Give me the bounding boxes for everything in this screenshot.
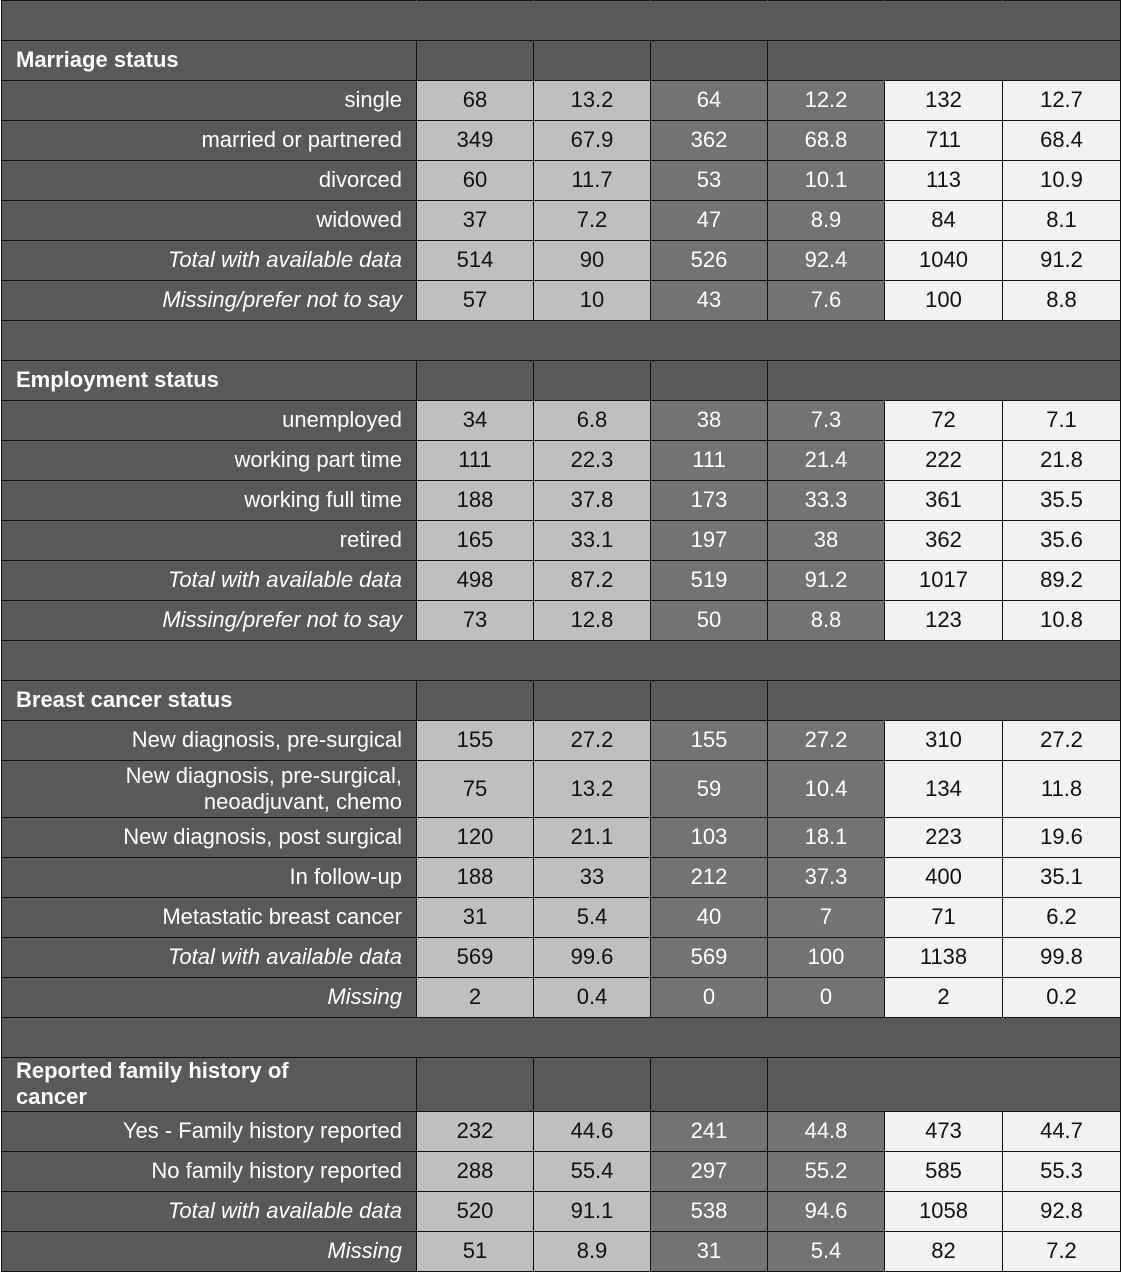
value-cell: 288 — [417, 1151, 534, 1191]
value-cell: 40 — [651, 898, 768, 938]
spacer-cell — [2, 641, 417, 681]
value-cell: 91.2 — [1003, 241, 1121, 281]
row-label: Total with available data — [2, 241, 417, 281]
value-cell: 37 — [417, 201, 534, 241]
value-cell: 519 — [651, 561, 768, 601]
section-header-cell — [768, 41, 885, 81]
spacer-cell — [417, 1, 534, 41]
value-cell: 520 — [417, 1191, 534, 1231]
value-cell: 2 — [417, 978, 534, 1018]
value-cell: 12.7 — [1003, 81, 1121, 121]
value-cell: 7.6 — [768, 281, 885, 321]
section-header-cell — [651, 361, 768, 401]
value-cell: 8.1 — [1003, 201, 1121, 241]
value-cell: 297 — [651, 1151, 768, 1191]
table-body — [2, 1, 1121, 1272]
value-cell: 12.8 — [534, 601, 651, 641]
demographics-table — [1, 0, 1121, 1272]
value-cell: 87.2 — [534, 561, 651, 601]
value-cell: 212 — [651, 858, 768, 898]
value-cell: 473 — [885, 1111, 1003, 1151]
section-header-cell — [1003, 41, 1121, 81]
value-cell: 5.4 — [534, 898, 651, 938]
value-cell: 538 — [651, 1191, 768, 1231]
value-cell: 1058 — [885, 1191, 1003, 1231]
value-cell: 21.4 — [768, 441, 885, 481]
row-label: Yes - Family history reported — [2, 1111, 417, 1151]
row-label: working part time — [2, 441, 417, 481]
value-cell: 13.2 — [534, 761, 651, 818]
table-row — [2, 761, 1121, 818]
section-header-cell — [534, 1058, 651, 1112]
section-header-cell — [885, 1058, 1003, 1112]
spacer-cell — [651, 641, 768, 681]
value-cell: 6.2 — [1003, 898, 1121, 938]
value-cell: 1017 — [885, 561, 1003, 601]
section-spacer — [2, 641, 1121, 681]
value-cell: 92.8 — [1003, 1191, 1121, 1231]
value-cell: 55.4 — [534, 1151, 651, 1191]
value-cell: 10 — [534, 281, 651, 321]
value-cell: 1138 — [885, 938, 1003, 978]
value-cell: 188 — [417, 481, 534, 521]
value-cell: 7.1 — [1003, 401, 1121, 441]
section-title: Employment status — [2, 361, 417, 401]
value-cell: 91.2 — [768, 561, 885, 601]
value-cell: 0.4 — [534, 978, 651, 1018]
spacer-cell — [885, 641, 1003, 681]
value-cell: 310 — [885, 721, 1003, 761]
value-cell: 2 — [885, 978, 1003, 1018]
spacer-cell — [2, 1, 417, 41]
row-label: Total with available data — [2, 561, 417, 601]
spacer-cell — [885, 1018, 1003, 1058]
value-cell: 50 — [651, 601, 768, 641]
spacer-cell — [534, 1018, 651, 1058]
section-header-cell — [417, 41, 534, 81]
value-cell: 34 — [417, 401, 534, 441]
section-title: Breast cancer status — [2, 681, 417, 721]
value-cell: 91.1 — [534, 1191, 651, 1231]
value-cell: 55.3 — [1003, 1151, 1121, 1191]
section-header-cell — [885, 681, 1003, 721]
value-cell: 35.5 — [1003, 481, 1121, 521]
row-label: No family history reported — [2, 1151, 417, 1191]
value-cell: 13.2 — [534, 81, 651, 121]
value-cell: 10.4 — [768, 761, 885, 818]
value-cell: 33.3 — [768, 481, 885, 521]
value-cell: 232 — [417, 1111, 534, 1151]
value-cell: 75 — [417, 761, 534, 818]
value-cell: 0 — [651, 978, 768, 1018]
spacer-cell — [651, 1, 768, 41]
value-cell: 22.3 — [534, 441, 651, 481]
spacer-cell — [417, 1018, 534, 1058]
section-header — [2, 41, 1121, 81]
row-label: Total with available data — [2, 938, 417, 978]
value-cell: 31 — [651, 1231, 768, 1271]
spacer-cell — [417, 321, 534, 361]
section-title: Marriage status — [2, 41, 417, 81]
row-label: New diagnosis, pre-surgical — [2, 721, 417, 761]
value-cell: 44.8 — [768, 1111, 885, 1151]
value-cell: 155 — [417, 721, 534, 761]
value-cell: 21.8 — [1003, 441, 1121, 481]
value-cell: 51 — [417, 1231, 534, 1271]
section-header — [2, 681, 1121, 721]
spacer-cell — [534, 1, 651, 41]
value-cell: 103 — [651, 818, 768, 858]
value-cell: 37.8 — [534, 481, 651, 521]
section-header-cell — [885, 361, 1003, 401]
value-cell: 47 — [651, 201, 768, 241]
row-label: working full time — [2, 481, 417, 521]
value-cell: 68.4 — [1003, 121, 1121, 161]
section-header-cell — [534, 681, 651, 721]
value-cell: 31 — [417, 898, 534, 938]
value-cell: 99.6 — [534, 938, 651, 978]
row-label: New diagnosis, post surgical — [2, 818, 417, 858]
value-cell: 44.6 — [534, 1111, 651, 1151]
spacer-cell — [1003, 641, 1121, 681]
value-cell: 222 — [885, 441, 1003, 481]
spacer-cell — [651, 321, 768, 361]
row-label: divorced — [2, 161, 417, 201]
spacer-cell — [534, 321, 651, 361]
value-cell: 67.9 — [534, 121, 651, 161]
value-cell: 7.2 — [534, 201, 651, 241]
value-cell: 59 — [651, 761, 768, 818]
table-row — [2, 401, 1121, 441]
value-cell: 113 — [885, 161, 1003, 201]
spacer-cell — [768, 641, 885, 681]
value-cell: 7.2 — [1003, 1231, 1121, 1271]
value-cell: 188 — [417, 858, 534, 898]
spacer-cell — [885, 1, 1003, 41]
value-cell: 400 — [885, 858, 1003, 898]
value-cell: 361 — [885, 481, 1003, 521]
value-cell: 71 — [885, 898, 1003, 938]
row-label: Missing/prefer not to say — [2, 601, 417, 641]
section-header-cell — [417, 1058, 534, 1112]
section-title: Reported family history of cancer — [2, 1058, 417, 1112]
table-row — [2, 241, 1121, 281]
value-cell: 35.1 — [1003, 858, 1121, 898]
table-row — [2, 161, 1121, 201]
value-cell: 21.1 — [534, 818, 651, 858]
spacer-cell — [768, 321, 885, 361]
value-cell: 44.7 — [1003, 1111, 1121, 1151]
value-cell: 68.8 — [768, 121, 885, 161]
value-cell: 173 — [651, 481, 768, 521]
spacer-cell — [768, 1, 885, 41]
table-row — [2, 1191, 1121, 1231]
table-row — [2, 1151, 1121, 1191]
value-cell: 711 — [885, 121, 1003, 161]
value-cell: 362 — [885, 521, 1003, 561]
row-label: Missing — [2, 978, 417, 1018]
spacer-cell — [768, 1018, 885, 1058]
value-cell: 165 — [417, 521, 534, 561]
spacer-cell — [534, 641, 651, 681]
value-cell: 349 — [417, 121, 534, 161]
value-cell: 569 — [417, 938, 534, 978]
row-label: Missing/prefer not to say — [2, 281, 417, 321]
value-cell: 11.8 — [1003, 761, 1121, 818]
row-label: unemployed — [2, 401, 417, 441]
table-row — [2, 898, 1121, 938]
value-cell: 100 — [885, 281, 1003, 321]
value-cell: 43 — [651, 281, 768, 321]
section-header-cell — [768, 681, 885, 721]
table-row — [2, 281, 1121, 321]
value-cell: 84 — [885, 201, 1003, 241]
value-cell: 498 — [417, 561, 534, 601]
value-cell: 111 — [417, 441, 534, 481]
section-header — [2, 361, 1121, 401]
value-cell: 33 — [534, 858, 651, 898]
value-cell: 8.8 — [1003, 281, 1121, 321]
value-cell: 223 — [885, 818, 1003, 858]
value-cell: 55.2 — [768, 1151, 885, 1191]
value-cell: 10.1 — [768, 161, 885, 201]
section-header-cell — [534, 41, 651, 81]
table-row — [2, 81, 1121, 121]
value-cell: 362 — [651, 121, 768, 161]
value-cell: 5.4 — [768, 1231, 885, 1271]
section-header-cell — [651, 681, 768, 721]
row-label: married or partnered — [2, 121, 417, 161]
value-cell: 92.4 — [768, 241, 885, 281]
section-header — [2, 1058, 1121, 1112]
value-cell: 64 — [651, 81, 768, 121]
value-cell: 155 — [651, 721, 768, 761]
value-cell: 35.6 — [1003, 521, 1121, 561]
row-label: Total with available data — [2, 1191, 417, 1231]
value-cell: 57 — [417, 281, 534, 321]
value-cell: 111 — [651, 441, 768, 481]
value-cell: 0.2 — [1003, 978, 1121, 1018]
value-cell: 27.2 — [534, 721, 651, 761]
value-cell: 134 — [885, 761, 1003, 818]
value-cell: 94.6 — [768, 1191, 885, 1231]
table-row — [2, 561, 1121, 601]
value-cell: 18.1 — [768, 818, 885, 858]
section-header-cell — [651, 1058, 768, 1112]
section-header-cell — [1003, 681, 1121, 721]
table-row — [2, 521, 1121, 561]
value-cell: 10.9 — [1003, 161, 1121, 201]
table-row — [2, 441, 1121, 481]
spacer-cell — [885, 321, 1003, 361]
value-cell: 53 — [651, 161, 768, 201]
value-cell: 123 — [885, 601, 1003, 641]
spacer-cell — [2, 1018, 417, 1058]
spacer-cell — [1003, 321, 1121, 361]
value-cell: 38 — [651, 401, 768, 441]
value-cell: 585 — [885, 1151, 1003, 1191]
table-row — [2, 1111, 1121, 1151]
value-cell: 120 — [417, 818, 534, 858]
value-cell: 60 — [417, 161, 534, 201]
value-cell: 27.2 — [1003, 721, 1121, 761]
section-header-cell — [1003, 361, 1121, 401]
section-header-cell — [417, 361, 534, 401]
section-header-cell — [534, 361, 651, 401]
section-header-cell — [768, 1058, 885, 1112]
section-spacer — [2, 1, 1121, 41]
spacer-cell — [2, 321, 417, 361]
section-header-cell — [885, 41, 1003, 81]
table-row — [2, 938, 1121, 978]
value-cell: 90 — [534, 241, 651, 281]
value-cell: 569 — [651, 938, 768, 978]
spacer-cell — [1003, 1018, 1121, 1058]
value-cell: 514 — [417, 241, 534, 281]
value-cell: 27.2 — [768, 721, 885, 761]
value-cell: 0 — [768, 978, 885, 1018]
row-label: retired — [2, 521, 417, 561]
value-cell: 241 — [651, 1111, 768, 1151]
row-label: In follow-up — [2, 858, 417, 898]
table-row — [2, 818, 1121, 858]
value-cell: 37.3 — [768, 858, 885, 898]
value-cell: 38 — [768, 521, 885, 561]
value-cell: 89.2 — [1003, 561, 1121, 601]
value-cell: 7.3 — [768, 401, 885, 441]
value-cell: 33.1 — [534, 521, 651, 561]
value-cell: 68 — [417, 81, 534, 121]
value-cell: 12.2 — [768, 81, 885, 121]
value-cell: 99.8 — [1003, 938, 1121, 978]
section-header-cell — [1003, 1058, 1121, 1112]
table-row — [2, 978, 1121, 1018]
value-cell: 8.9 — [768, 201, 885, 241]
value-cell: 7 — [768, 898, 885, 938]
section-spacer — [2, 321, 1121, 361]
value-cell: 8.8 — [768, 601, 885, 641]
value-cell: 10.8 — [1003, 601, 1121, 641]
value-cell: 6.8 — [534, 401, 651, 441]
section-header-cell — [417, 681, 534, 721]
spacer-cell — [651, 1018, 768, 1058]
section-spacer — [2, 1018, 1121, 1058]
value-cell: 526 — [651, 241, 768, 281]
value-cell: 82 — [885, 1231, 1003, 1271]
value-cell: 73 — [417, 601, 534, 641]
table-row — [2, 721, 1121, 761]
value-cell: 132 — [885, 81, 1003, 121]
value-cell: 72 — [885, 401, 1003, 441]
value-cell: 11.7 — [534, 161, 651, 201]
row-label: widowed — [2, 201, 417, 241]
value-cell: 1040 — [885, 241, 1003, 281]
row-label: New diagnosis, pre-surgical, neoadjuvant, chemo — [2, 761, 417, 818]
row-label: single — [2, 81, 417, 121]
value-cell: 197 — [651, 521, 768, 561]
table-row — [2, 481, 1121, 521]
table-row — [2, 1231, 1121, 1271]
table-row — [2, 121, 1121, 161]
spacer-cell — [417, 641, 534, 681]
value-cell: 100 — [768, 938, 885, 978]
section-header-cell — [768, 361, 885, 401]
row-label: Metastatic breast cancer — [2, 898, 417, 938]
row-label: Missing — [2, 1231, 417, 1271]
table-row — [2, 858, 1121, 898]
table-row — [2, 201, 1121, 241]
value-cell: 19.6 — [1003, 818, 1121, 858]
spacer-cell — [1003, 1, 1121, 41]
value-cell: 8.9 — [534, 1231, 651, 1271]
section-header-cell — [651, 41, 768, 81]
table-row — [2, 601, 1121, 641]
